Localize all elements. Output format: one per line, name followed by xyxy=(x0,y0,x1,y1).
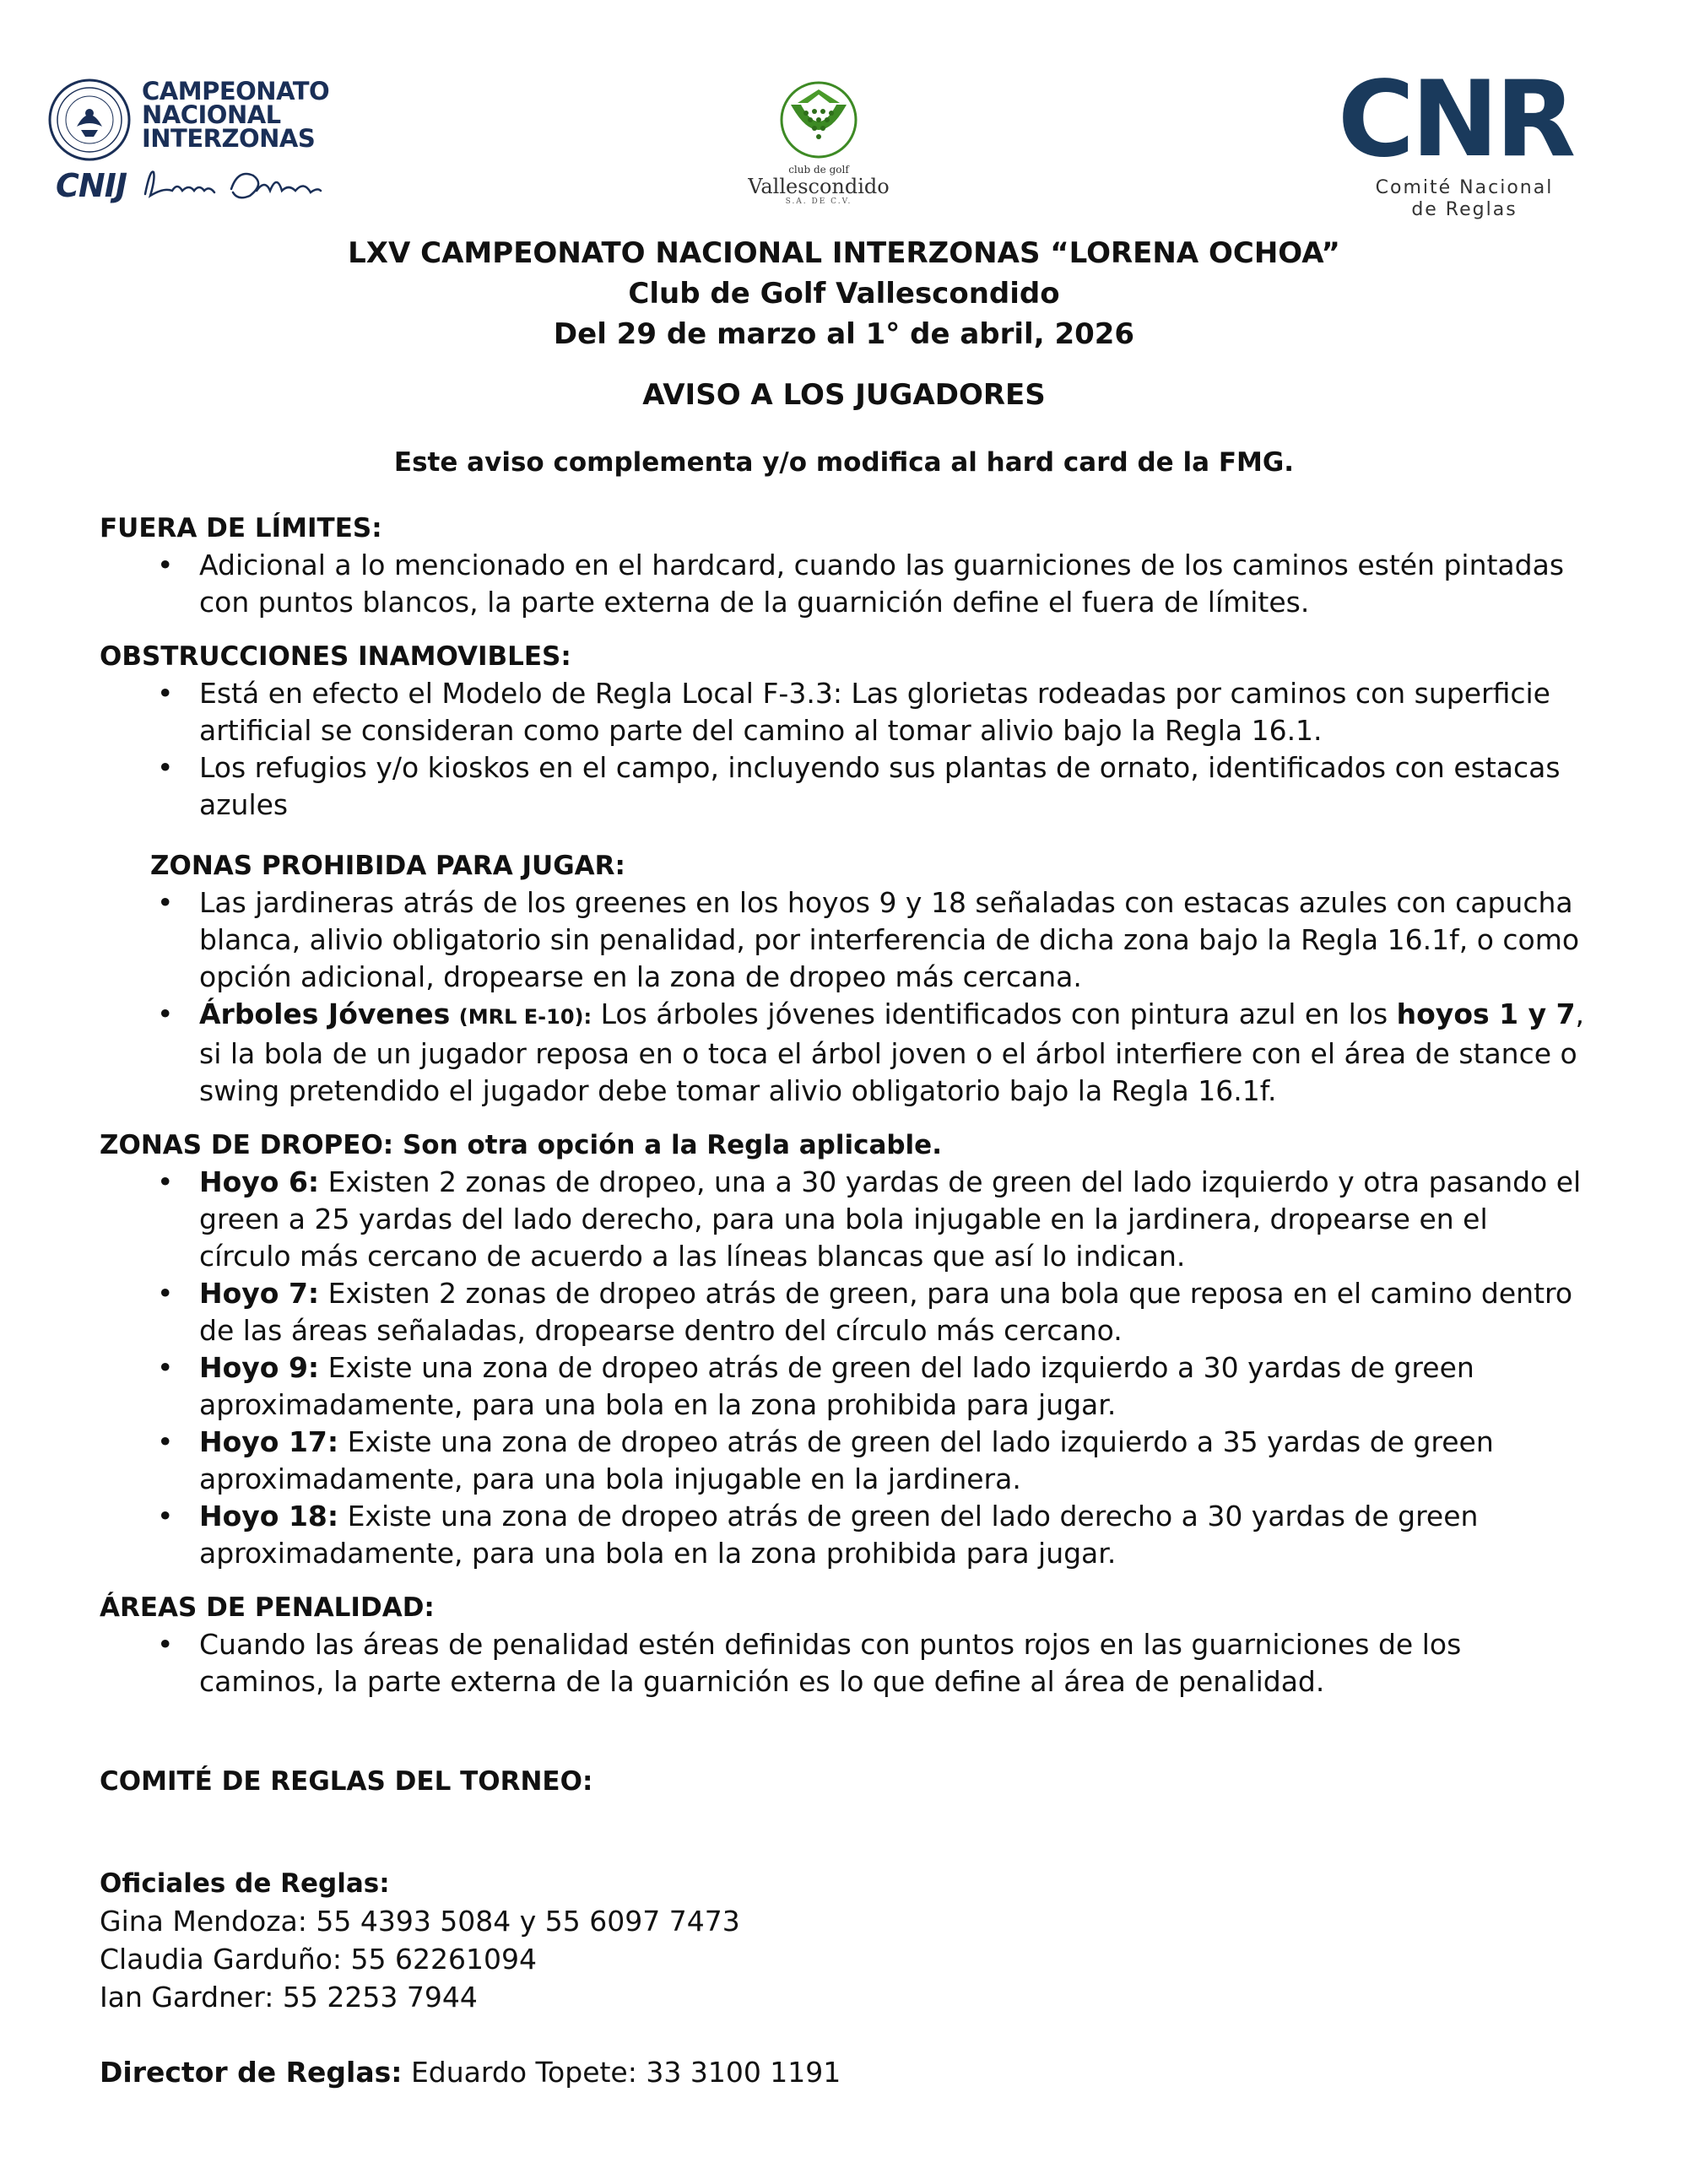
young-trees-tag: (MRL E-10): xyxy=(458,1005,592,1029)
committee-heading: COMITÉ DE REGLAS DEL TORNEO: xyxy=(100,1766,593,1797)
dates-title: Del 29 de marzo al 1° de abril, 2026 xyxy=(553,317,1135,351)
hole-label: Hoyo 6: xyxy=(199,1165,320,1198)
director-contact xyxy=(100,2053,841,2091)
vallescondido-logo xyxy=(743,78,895,221)
section-heading-penalty-areas: ÁREAS DE PENALIDAD: xyxy=(100,1592,435,1623)
hole-text: Existe una zona de dropeo atrás de green del lado izquierdo a 35 yardas de green aproximadamente, para una bola injugable en la jardinera. xyxy=(199,1425,1494,1495)
list-item xyxy=(100,1498,1585,1572)
club-name: Vallescondido xyxy=(748,175,890,198)
cnij-logo xyxy=(47,77,330,204)
list-item xyxy=(100,1275,1585,1349)
no-play-zones-list xyxy=(100,884,1585,1110)
cnij-title-line: INTERZONAS xyxy=(142,124,316,153)
list-item xyxy=(100,996,1585,1110)
official-contact: Claudia Garduño: 55 62261094 xyxy=(100,1943,537,1976)
club-company-suffix: S.A. DE C.V. xyxy=(785,197,852,206)
cnij-title xyxy=(142,77,330,153)
young-trees-text: Los árboles jóvenes identificados con pintura azul en los xyxy=(592,997,1397,1030)
director-label: Director de Reglas: xyxy=(100,2056,403,2089)
championship-title: LXV CAMPEONATO NACIONAL INTERZONAS “LORENA OCHOA” xyxy=(348,236,1340,270)
signature-icon xyxy=(138,162,324,204)
intro-text: Este aviso complementa y/o modifica al hard card de la FMG. xyxy=(393,447,1295,478)
hole-label: Hoyo 18: xyxy=(199,1500,339,1533)
list-item: • Las jardineras atrás de los greenes en los hoyos 9 y 18 señaladas con estacas azules con capucha blanca, alivio obligatorio sin penalidad, por interferencia de dicha zona bajo la Regla 16.1f, o como opción adicional, dropearse en la zona de dropeo más cercana. xyxy=(100,884,1585,996)
cnr-subtitle xyxy=(1363,177,1566,221)
young-trees-text: , si la bola de un jugador reposa en o toca el árbol joven o el árbol interfiere con el área de stance o swing pretendido el jugador debe tomar alivio obligatorio bajo la Regla 16.1f. xyxy=(199,997,1585,1107)
director-value: Eduardo Topete: 33 3100 1191 xyxy=(402,2056,841,2089)
venue-title: Club de Golf Vallescondido xyxy=(628,277,1060,311)
cnr-logo xyxy=(1338,59,1591,236)
hole-text: Existen 2 zonas de dropeo, una a 30 yardas de green del lado izquierdo y otra pasando el green a 25 yardas del lado derecho, para una bola injugable en la jardinera, dropearse en el círculo más cercano de acuerdo a las líneas blancas que así lo indican. xyxy=(199,1165,1582,1273)
rules-body xyxy=(100,510,1585,1800)
section-heading-drop-zones: ZONAS DE DROPEO: Son otra opción a la Regla aplicable. xyxy=(100,1130,942,1160)
obstructions-list xyxy=(100,675,1585,824)
hole-text: Existe una zona de dropeo atrás de green del lado izquierdo a 30 yardas de green aproximadamente, para una bola en la zona prohibida para jugar. xyxy=(199,1351,1474,1421)
club-label: club de golf xyxy=(788,164,849,176)
hole-label: Hoyo 17: xyxy=(199,1425,339,1458)
list-item: • Está en efecto el Modelo de Regla Local F-3.3: Las glorietas rodeadas por caminos con superficie artificial se consideran como parte del camino al tomar alivio bajo la Regla 16.1. xyxy=(100,675,1585,749)
penalty-areas-list xyxy=(100,1626,1585,1700)
cnr-subtitle-line: de Reglas xyxy=(1411,199,1518,220)
list-item xyxy=(100,1349,1585,1424)
cnij-title-line: CAMPEONATO xyxy=(142,77,330,105)
notice-title: AVISO A LOS JUGADORES xyxy=(642,378,1046,412)
list-item xyxy=(100,1164,1585,1275)
section-heading-obstructions: OBSTRUCCIONES INAMOVIBLES: xyxy=(100,641,571,672)
young-trees-label: Árboles Jóvenes xyxy=(199,997,451,1030)
list-item: • Adicional a lo mencionado en el hardcard, cuando las guarniciones de los caminos estén pintadas con puntos blancos, la parte externa de la guarnición define el fuera de límites. xyxy=(100,547,1585,621)
official-contact: Ian Gardner: 55 2253 7944 xyxy=(100,1981,478,2014)
drop-zones-list xyxy=(100,1164,1585,1572)
cnr-subtitle-line: Comité Nacional xyxy=(1375,177,1554,198)
list-item xyxy=(100,1424,1585,1498)
section-heading-out-of-bounds: FUERA DE LÍMITES: xyxy=(100,513,382,543)
hole-text: Existen 2 zonas de dropeo atrás de green, para una bola que reposa en el camino dentro de las áreas señaladas, dropearse dentro del círculo más cercano. xyxy=(199,1277,1573,1347)
young-trees-holes: hoyos 1 y 7 xyxy=(1396,997,1576,1030)
list-item: • Cuando las áreas de penalidad estén definidas con puntos rojos en las guarniciones de los caminos, la parte externa de la guarnición es lo que define al área de penalidad. xyxy=(100,1626,1585,1700)
official-contact: Gina Mendoza: 55 4393 5084 y 55 6097 7473 xyxy=(100,1905,740,1938)
hole-text: Existe una zona de dropeo atrás de green del lado derecho a 30 yardas de green aproximadamente, para una bola en la zona prohibida para jugar. xyxy=(199,1500,1479,1570)
officials-heading: Oficiales de Reglas: xyxy=(100,1868,390,1899)
cnij-abbreviation: CNIJ xyxy=(56,167,127,204)
seal-icon xyxy=(47,78,132,162)
document-title xyxy=(0,233,1688,354)
out-of-bounds-list xyxy=(100,547,1585,621)
cnr-mark: CNR xyxy=(1338,59,1573,181)
section-heading-no-play-zones: ZONAS PROHIBIDA PARA JUGAR: xyxy=(150,851,625,881)
golf-club-emblem-icon xyxy=(772,78,865,162)
officials-block xyxy=(100,1865,841,2091)
hole-label: Hoyo 7: xyxy=(199,1277,320,1310)
cnij-title-line: NACIONAL xyxy=(142,100,281,129)
hole-label: Hoyo 9: xyxy=(199,1351,320,1384)
list-item: • Los refugios y/o kioskos en el campo, incluyendo sus plantas de ornato, identificados con estacas azules xyxy=(100,749,1585,824)
